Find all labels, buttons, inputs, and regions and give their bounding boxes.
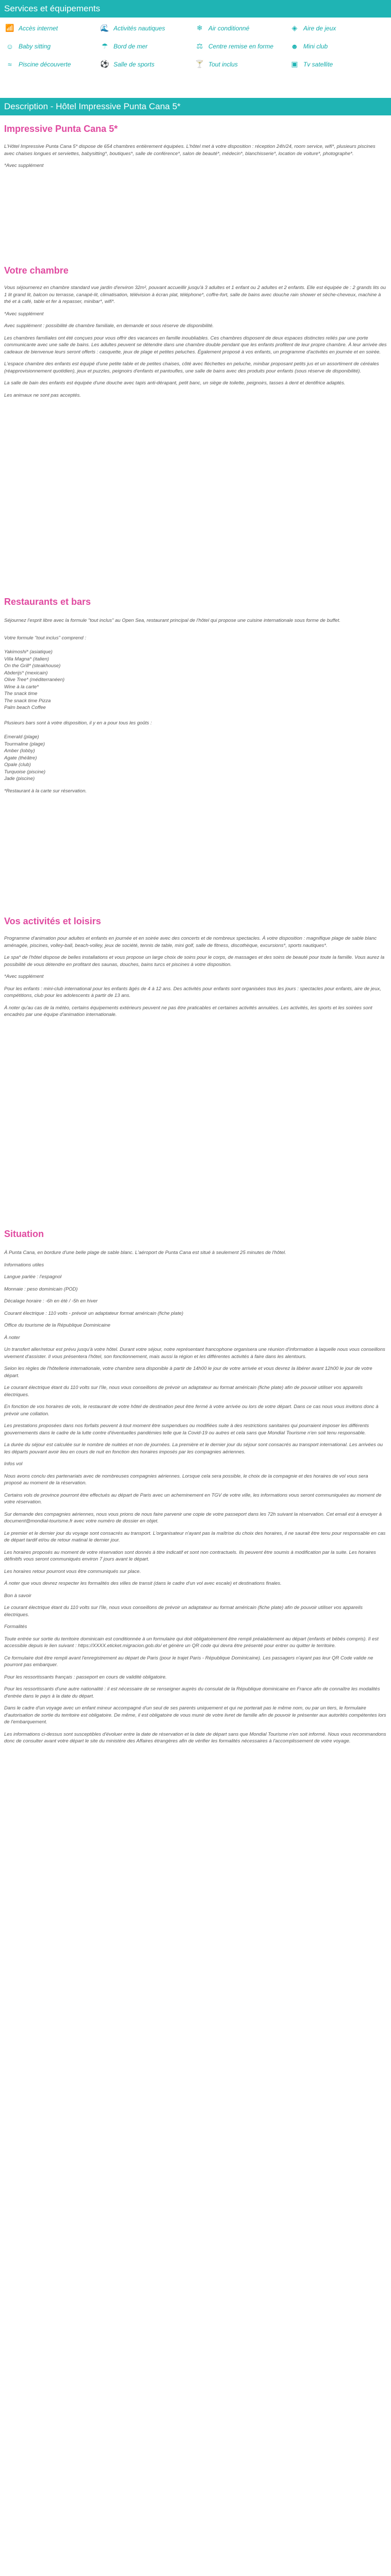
paragraph: Un transfert aller/retour est prévu jusqu'à votre hôtel. Durant votre séjour, notre représentant francophone organisera une réunion d'information à laquelle nous vous conseillons vivement d'assister. Il vous présentera l'hôtel, son fonctionnement, mais aussi la région et les différentes activités à faire dans les alentours.	[4, 1347, 385, 1360]
paragraph: Ce formulaire doit être rempli avant l'enregistrement au départ de Paris (pour le trajet Paris - République Dominicaine). Les passagers n'ayant pas leur QR Code valide ne pourront pas embarquer.	[4, 1655, 373, 1668]
service-item	[99, 20, 192, 37]
paragraph: Les chambres familiales ont été conçues pour vous offrir des vacances en famille inoubliables. Ces chambres disposent de deux espaces distinctes reliés par une porte communicante avec une salle de bains. Les adultes peuvent se détendre dans une chambre double pendant que les enfants profitent de leur propre chambre. À leur arrivée des cadeaux de bienvenue leurs seront offerts : casquette, jeux de plage et petites peluches. Également proposé à vos enfants, un programme d'activités en journée et en soirée.	[4, 335, 387, 355]
services-list	[0, 18, 391, 97]
paragraph: Turquoise (piscine)	[4, 769, 46, 775]
service-label: Tout inclus	[208, 60, 238, 68]
paragraph: Langue parlée : l'espagnol	[4, 1274, 62, 1280]
snowflake-icon: ❄	[197, 24, 203, 32]
paragraph: Emerald (plage)	[4, 734, 39, 740]
paragraph: À noter	[4, 1334, 20, 1341]
paragraph: La salle de bain des enfants est équipée d'une douche avec tapis anti-dérapant, petit banc, un siège de toilette, peignoirs, tasses à dent et dentifrice adaptés.	[4, 380, 346, 386]
service-item	[4, 38, 97, 55]
paragraph: L'espace chambre des enfants est équipé d'une petite table et de petites chaises, côté avec fléchettes en peluche, minibar proposant petits jus et un assortiment de céréales (réapprovisionnement quotidien), jeux et puzzles, peignoirs d'enfants et pantoufles, une salle de bains avec des produits pour enfants (sous réserve de disponibilité).	[4, 361, 379, 374]
paragraph: Les informations ci-dessus sont susceptibles d'évoluer entre la date de réservation et la date de départ sans que Mondial Tourisme n'en soit informé. Nous vous recommandons donc de consulter avant votre départ le site du ministère des Affaires étrangères afin de vérifier les formalités nécessaires à l'accomplissement de votre voyage.	[4, 1731, 386, 1744]
paragraph: Pour les enfants : mini-club international pour les enfants âgés de 4 à 12 ans. Des activités pour enfants sont organisées tous les jours : spectacles pour enfants, aire de jeux, compétitions, club pour les adolescents à partir de 13 ans.	[4, 986, 381, 998]
paragraph: Séjournez l'esprit libre avec la formule "tout inclus" au Open Sea, restaurant principal de l'hôtel qui propose une cuisine internationale sous forme de buffet.	[4, 618, 340, 623]
restaurants-heading: Restaurants et bars	[4, 597, 91, 607]
paragraph: Amber (lobby)	[4, 748, 35, 754]
room-description	[4, 284, 387, 404]
paragraph: Olive Tree* (méditerranéen)	[4, 677, 65, 683]
paragraph: Votre formule "tout inclus" comprend :	[4, 635, 86, 641]
service-label: Centre remise en forme	[208, 42, 274, 50]
service-item	[4, 20, 97, 37]
baby-icon: ☺	[6, 42, 14, 50]
situation-description	[4, 1249, 387, 1750]
service-item	[289, 20, 382, 37]
paragraph: Agate (théâtre)	[4, 755, 37, 761]
paragraph: The snack time	[4, 691, 38, 697]
paragraph: Les prestations proposées dans nos forfaits peuvent à tout moment être suspendues ou modifiées suite à des restrictions sanitaires qui pourraient imposer les différents gouvernements dans le cadre de la lutte contre d'éventuelles pandémies telle que la Covid-19 ou autres et cela sans que Mondial Tourisme n'en soit tenu responsable.	[4, 1423, 369, 1436]
paragraph: Le courant électrique étant du 110 volts sur l'île, nous vous conseillons de prévoir un adaptateur au format américain (fiche plate) afin de pouvoir utiliser vos appareils électriques.	[4, 1385, 363, 1398]
paragraph: Informations utiles	[4, 1262, 44, 1268]
pool-icon: ≈	[8, 60, 12, 69]
paragraph: *Avec supplément	[4, 974, 44, 979]
services-header: Services et équipements	[0, 0, 391, 18]
hotel-heading: Impressive Punta Cana 5*	[4, 124, 118, 134]
room-heading: Votre chambre	[4, 265, 69, 276]
paragraph: Les horaires retour pourront vous être communiqués sur place.	[4, 1568, 141, 1574]
paragraph: Dans le cadre d'un voyage avec un enfant mineur accompagné d'un seul de ses parents uniquement et qui ne porterait pas le même nom, ou par un tiers, le formulaire d'autorisation de sortie du territoire est obligatoire. De même, il est obligatoire de vous munir de votre livret de famille afin de pouvoir le présenter aux autorités compétentes lors de l'embarquement.	[4, 1705, 386, 1725]
tv-icon: ▣	[291, 60, 298, 68]
activities-heading: Vos activités et loisirs	[4, 916, 101, 926]
description-header: Description - Hôtel Impressive Punta Cana 5*	[0, 98, 391, 115]
paragraph: Certains vols de province pourront être effectués au départ de Paris avec un acheminement en TGV de votre ville, les informations vous seront communiquées au moment de votre réservation.	[4, 1492, 382, 1505]
service-label: Piscine découverte	[19, 60, 71, 68]
paragraph: Selon les règles de l'hôtellerie internationale, votre chambre sera disponible à partir de 14h00 le jour de votre arrivée et vous devrez la libérer avant 12h00 le jour de votre départ.	[4, 1366, 372, 1379]
paragraph: Villa Magna* (italien)	[4, 656, 49, 662]
paragraph: Pour les ressortissants français : passeport en cours de validité obligatoire.	[4, 1674, 167, 1680]
dumbbell-icon: ⚖	[196, 42, 203, 50]
paragraph: Abderijs* (mexicain)	[4, 670, 48, 676]
service-label: Mini club	[303, 42, 328, 50]
paragraph: On the Grill* (steakhouse)	[4, 663, 61, 669]
paragraph: Les horaires proposés au moment de votre réservation sont donnés à titre indicatif et sont non contractuels. Ils peuvent être soumis à modification par la suite. Les horaires définitifs vous seront communiqués environ 7 jours avant le départ.	[4, 1549, 376, 1562]
paragraph: Sur demande des compagnies aériennes, nous vous prions de nous faire parvenir une copie de votre passeport dans les 72h suivant la réservation. Cet email est à envoyer à document@mondial-tourisme.fr avec votre numéro de dossier en objet.	[4, 1511, 382, 1524]
sports-icon: ⚽	[100, 60, 109, 68]
paragraph: Les animaux ne sont pas acceptés.	[4, 392, 81, 398]
paragraph: Office du tourisme de la République Dominicaine	[4, 1323, 110, 1328]
paragraph: *Avec supplément	[4, 311, 44, 317]
service-label: Activités nautiques	[113, 24, 166, 32]
paragraph: Tourmaline (plage)	[4, 741, 45, 747]
service-item	[194, 56, 287, 73]
service-label: Bord de mer	[113, 42, 148, 50]
activities-description	[4, 935, 387, 1024]
cocktail-icon: 🍸	[195, 60, 204, 68]
paragraph: Pour les ressortissants d'une autre nationalité : il est nécessaire de se renseigner auprès du consulat de la République dominicaine en France afin de connaître les modalités d'entrée dans le pays à la date du départ.	[4, 1686, 380, 1699]
restaurants-description	[4, 617, 387, 800]
service-label: Aire de jeux	[303, 24, 336, 32]
service-item	[99, 56, 192, 73]
service-item	[4, 56, 97, 73]
waves-icon: 🌊	[100, 24, 109, 32]
paragraph: Le spa* de l'hôtel dispose de belles installations et vous propose un large choix de soins pour le corps, de massages et des soins de beauté pour toute la famille. Vous aurez la possibilité de vous détendre en profitant des saunas, douches, bains turcs et piscines à votre disposition.	[4, 955, 385, 968]
paragraph: Le courant électrique étant du 110 volts sur l'île, nous vous conseillons de prévoir un adaptateur au format américain (fiche plate) afin de pouvoir utiliser vos appareils électriques.	[4, 1605, 363, 1618]
service-item	[194, 20, 287, 37]
paragraph: Décalage horaire : -6h en été / -5h en hiver	[4, 1298, 98, 1304]
paragraph: Infos vol	[4, 1461, 23, 1467]
paragraph: Le premier et le dernier jour du voyage sont consacrés au transport. L'organisateur n'ayant pas la maîtrise du choix des horaires, il ne saurait être tenu pour responsable en cas de départ tardif et/ou de retour matinal le dernier jour.	[4, 1530, 386, 1543]
kids-icon: ☻	[290, 42, 299, 50]
paragraph: Toute entrée sur sortie du territoire dominicain est conditionnée à un formulaire qui doit obligatoirement être rempli préalablement au départ (enfants et bébés compris). Il est accessible depuis le lien suivant : https://XXXX.eticket.migracion.gob.do/ et génère un QR code qui devra être présenté pour entrer ou quitter le territoire.	[4, 1636, 379, 1649]
paragraph: The snack time Pizza	[4, 698, 51, 704]
service-label: Tv satellite	[303, 60, 333, 68]
paragraph: Plusieurs bars sont à votre disposition, il y en a pour tous les goûts :	[4, 720, 152, 726]
service-label: Accès internet	[19, 24, 58, 32]
paragraph: Palm beach Coffee	[4, 705, 46, 710]
paragraph: Monnaie : peso dominicain (POD)	[4, 1286, 78, 1292]
paragraph: *Restaurant à la carte sur réservation.	[4, 788, 87, 794]
service-item	[194, 38, 287, 55]
paragraph: Nous avons conclu des partenariats avec de nombreuses compagnies aériennes. Lorsque cela sera possible, le choix de la compagnie et des horaires de vol vous sera proposé au moment de la réservation.	[4, 1473, 368, 1486]
paragraph: À Punta Cana, en bordure d'une belle plage de sable blanc. L'aéroport de Punta Cana est situé à seulement 25 minutes de l'hôtel.	[4, 1250, 286, 1256]
paragraph: Courant électrique : 110 volts - prévoir un adaptateur format américain (fiche plate)	[4, 1310, 184, 1316]
paragraph: Bon à savoir	[4, 1592, 31, 1599]
paragraph: Yakimoshi* (asiatique)	[4, 649, 53, 655]
paragraph: L'Hôtel Impressive Punta Cana 5* dispose de 654 chambres entièrement équipées. L'hôtel met à votre disposition : réception 24h/24, room service, wifi*, plusieurs piscines avec chaises longues et serviettes, babysitting*, boutiques*, salle de conférence*, salon de beauté*, médecin*, blanchisserie*, location de voiture*, photographe*.	[4, 144, 376, 157]
service-label: Salle de sports	[113, 60, 155, 68]
paragraph: La durée du séjour est calculée sur le nombre de nuitées et non de journées. La première et le dernier jour du séjour sont consacrés au transport international. Les arrivées ou les départs pouvant avoir lieu en cours de nuit en fonction des horaires imposés par les compagnies aériennes.	[4, 1442, 383, 1455]
service-item	[289, 56, 382, 73]
hotel-description	[4, 143, 387, 175]
toys-icon: ◈	[291, 24, 298, 32]
paragraph: En fonction de vos horaires de vols, le restaurant de votre hôtel de destination peut être fermé à votre arrivée ou lors de votre départ. Dans ce cas nous vous invitons donc à prévoir une collation.	[4, 1404, 379, 1417]
paragraph: À noter que vous devrez respecter les formalités des villes de transit (dans le cadre d'un vol avec escale) et destinations finales.	[4, 1581, 282, 1586]
service-item	[289, 38, 382, 55]
service-item	[99, 38, 192, 55]
umbrella-icon: ☂	[101, 42, 108, 50]
paragraph: Opale (club)	[4, 762, 31, 768]
paragraph: Wine à la carte*	[4, 684, 39, 690]
situation-heading: Situation	[4, 1229, 44, 1239]
paragraph: *Avec supplément	[4, 163, 44, 168]
paragraph: Formalités	[4, 1624, 27, 1630]
wifi-icon: 📶	[5, 24, 14, 32]
paragraph: Avec supplément : possibilité de chambre familiale, en demande et sous réserve de disponibilité.	[4, 323, 214, 329]
paragraph: Programme d'animation pour adultes et enfants en journée et en soirée avec des concerts et de nombreux spectacles. À votre disposition : magnifique plage de sable blanc aménagée, piscines, volley-ball, beach-volley, jeux de société, tennis de table, mini golf, salle de fitness, discothèque, excursions*, sports nautiques*.	[4, 936, 377, 948]
paragraph: Jade (piscine)	[4, 776, 35, 782]
paragraph: Vous séjournerez en chambre standard vue jardin d'environ 32m², pouvant accueillir jusqu'à 3 adultes et 1 enfant ou 2 adultes et 2 enfants. Elle est équipée de : 2 grands lits ou 1 lit grand lit, balcon ou terrasse, canapé-lit, climatisation, télévision à écran plat, téléphone*, coffre-fort, salle de bains avec douche rain shower et sèche-cheveux, machine à thé et à café, table et fer à repasser, minibar*, wifi*.	[4, 285, 386, 304]
service-label: Baby sitting	[19, 42, 51, 50]
paragraph: À noter qu'au cas de la météo, certains équipements extérieurs peuvent ne pas être praticables et certaines activités annulées. Les activités, les sports et les soirées sont encadrés par une équipe d'animation internationale.	[4, 1005, 372, 1018]
service-label: Air conditionné	[208, 24, 250, 32]
